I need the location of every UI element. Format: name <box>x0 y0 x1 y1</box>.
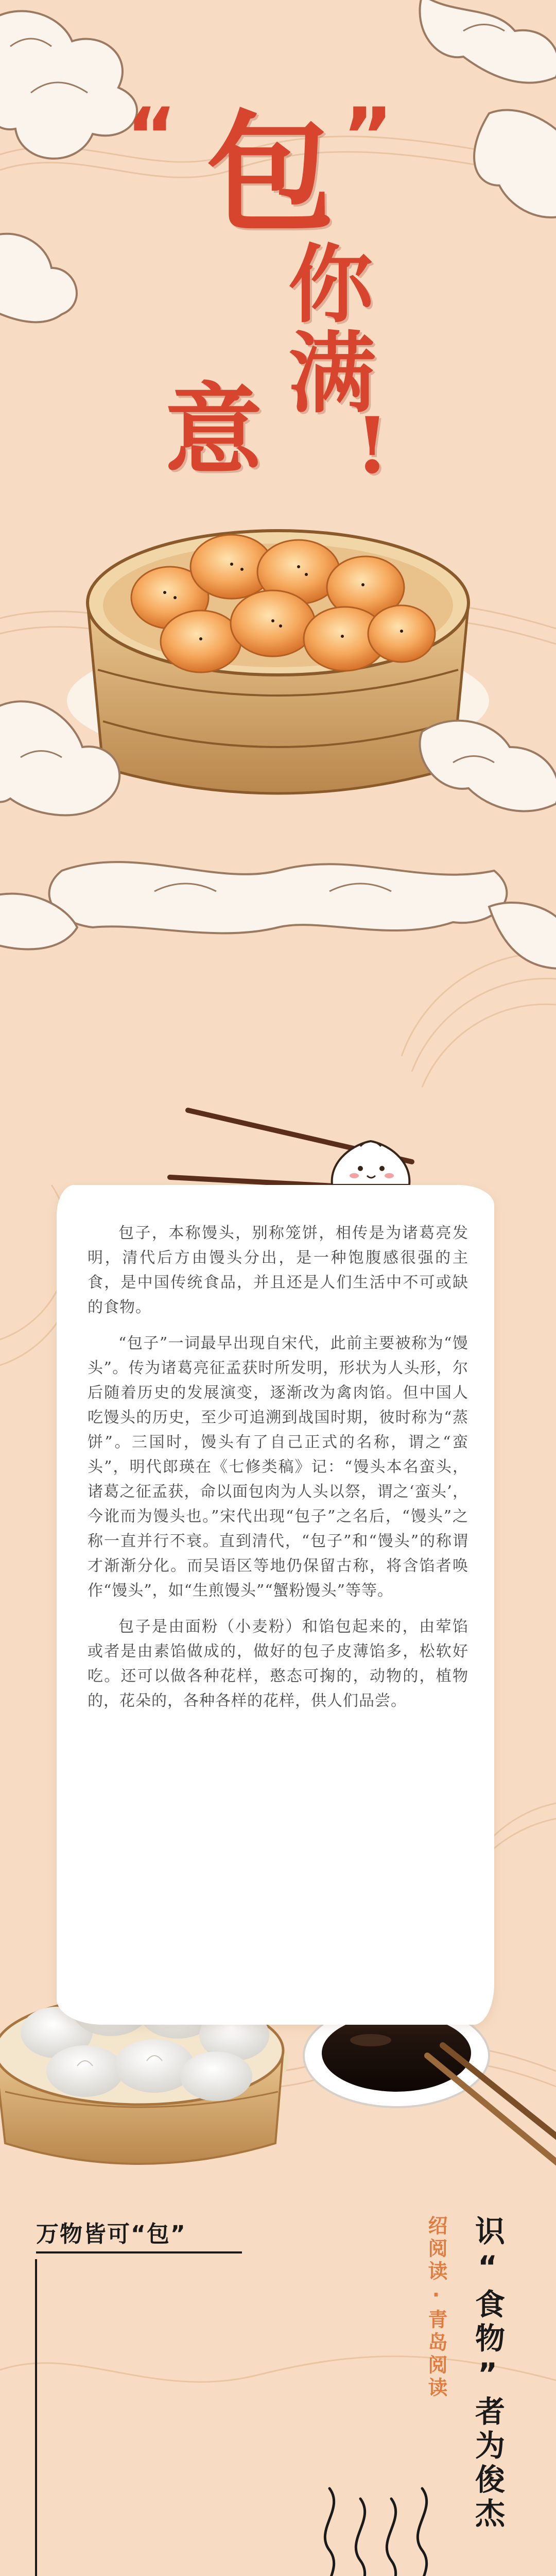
article-paragraph: 包子是由面粉（小麦粉）和馅包起来的，由荤馅或者是由素馅做成的，做好的包子皮薄馅多，松软好吃。还可以做各种花样，憨态可掬的，动物的，植物的，花朵的，各种各样的花样，供人们品尝。 <box>88 1618 468 1710</box>
article-paragraph: 包子，本称馒头，别称笼饼，相传是为诸葛亮发明，清代后方由馒头分出，是一种饱腹感很强的主食，是中国传统食品，并且还是人们生活中不可或缺的食物。 <box>88 1224 468 1316</box>
title-close-quote: ” <box>342 92 393 181</box>
title-char-bao: 包 <box>206 97 335 248</box>
vertical-headline: 识“食物”者为俊杰 <box>470 2215 505 2532</box>
vertical-subtitle: 绍阅读·青岛阅读 <box>425 2215 447 2400</box>
title-char-yi: 意 <box>165 372 263 487</box>
title-exclamation: ! <box>355 400 389 491</box>
title-char-man: 满 <box>288 322 376 425</box>
steam-icon <box>325 2488 426 2576</box>
title-open-quote: “ <box>126 92 177 181</box>
article-paragraph: “包子”一词最早出现自宋代，此前主要被称为“馒头”。传为诸葛亮征孟获时所发明，形状为人头形，尔后随着历史的发展演变，逐渐改为禽肉馅。但中国人吃馒头的历史，至少可追溯到战国时期，彼时称为“蒸饼”。三国时，馒头有了自己正式的名称，谓之“蛮头”，明代郎瑛在《七修类稿》记：“馒头本名蛮头，诸葛之征孟获，命以面包肉为人头以祭，谓之‘蛮头’，今讹而为馒头也。”宋代出现“包子”之名后，“馒头”之称一直并行不衰。直到清代，“包子”和“馒头”的称谓才渐渐分化。而吴语区等地仍保留古称，将含馅者唤作“馒头”，如“生煎馒头”“蟹粉馒头”等等。 <box>88 1334 468 1600</box>
slogan: 万物皆可“包” <box>36 2221 186 2247</box>
title-char-ni: 你 <box>288 234 373 334</box>
article-body <box>88 1221 468 1725</box>
